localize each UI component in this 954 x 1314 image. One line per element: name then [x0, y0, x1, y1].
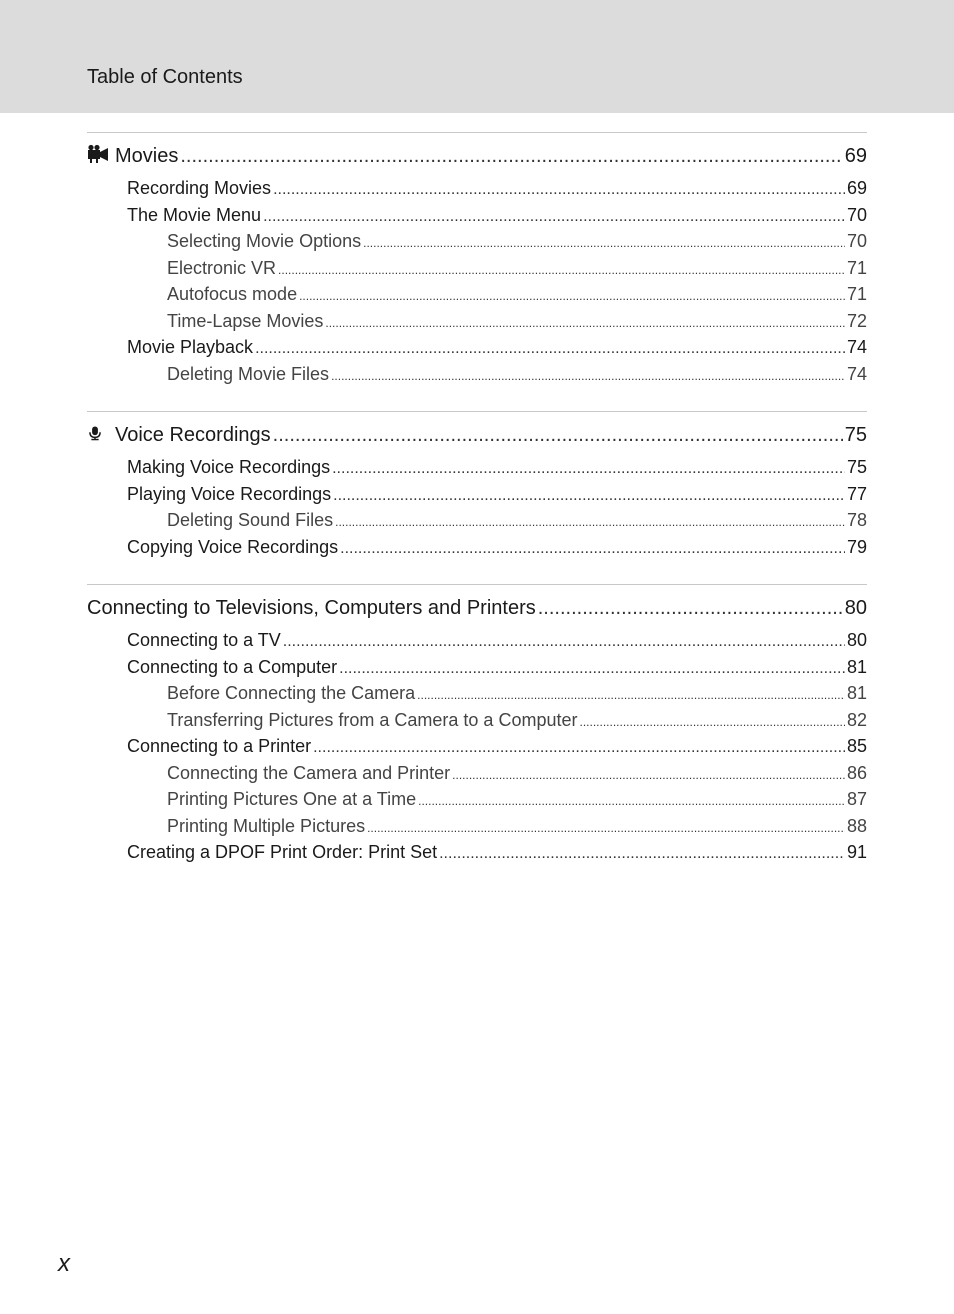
- toc-page-number: 87: [846, 789, 867, 809]
- microphone-icon: [87, 422, 109, 442]
- dot-leader: [255, 336, 845, 363]
- toc-subsection-entry[interactable]: [87, 786, 867, 813]
- toc-section-entry[interactable]: [87, 202, 867, 229]
- toc-page-number: 70: [846, 231, 867, 251]
- dot-leader: [299, 283, 845, 310]
- toc-subsection-entry[interactable]: [87, 361, 867, 388]
- toc-page-number: 80: [846, 630, 867, 650]
- toc-entry-title: Playing Voice Recordings: [127, 483, 332, 504]
- dot-leader: [418, 788, 845, 815]
- dot-leader: [538, 593, 843, 623]
- dot-leader: [363, 230, 845, 257]
- toc-page-number: 75: [846, 457, 867, 477]
- toc-chapter-title: [87, 141, 178, 171]
- dot-leader: [313, 735, 845, 762]
- toc-entry-title: Connecting to a Computer: [127, 656, 338, 677]
- toc-page-number: 74: [846, 337, 867, 357]
- toc-section-entry[interactable]: [87, 481, 867, 508]
- toc-entry-title: Autofocus mode: [167, 284, 298, 304]
- page-number: x: [58, 1250, 70, 1277]
- toc-section: [87, 411, 867, 560]
- toc-entry-title: Deleting Sound Files: [167, 510, 334, 530]
- toc-page-number: 70: [846, 204, 867, 225]
- dot-leader: [273, 420, 843, 450]
- toc-section: [87, 132, 867, 387]
- toc-section-entry[interactable]: [87, 175, 867, 202]
- toc-entry-title: Electronic VR: [167, 257, 277, 278]
- toc-chapter-label: Voice Recordings: [115, 424, 271, 446]
- toc-page-number: 81: [846, 683, 867, 703]
- toc-chapter-entry[interactable]: [87, 593, 867, 623]
- toc-section-entry[interactable]: [87, 454, 867, 481]
- toc-entry-title: The Movie Menu: [127, 204, 262, 225]
- toc-chapter-label: Connecting to Televisions, Computers and Printers: [87, 597, 536, 619]
- toc-entry-title: Before Connecting the Camera: [167, 683, 416, 703]
- toc-page-number: 69: [846, 178, 867, 198]
- toc-chapter-title: [87, 420, 271, 450]
- toc-section-entry[interactable]: [87, 654, 867, 681]
- dot-leader: [452, 762, 845, 789]
- page-header-title: Table of Contents: [87, 66, 243, 88]
- toc-page-number: 79: [846, 536, 867, 557]
- toc-section-entry[interactable]: [87, 534, 867, 561]
- toc-entry-title: Selecting Movie Options: [167, 231, 362, 251]
- toc-page-number: 86: [846, 762, 867, 783]
- toc-page-number: 91: [846, 842, 867, 862]
- toc-entry-title: Copying Voice Recordings: [127, 536, 339, 557]
- toc-section: [87, 584, 867, 866]
- toc-subsection-entry[interactable]: [87, 507, 867, 534]
- dot-leader: [180, 141, 842, 171]
- toc-subsection-entry[interactable]: [87, 228, 867, 255]
- toc-subsection-entry[interactable]: [87, 281, 867, 308]
- dot-leader: [273, 177, 845, 204]
- toc-entry-title: Connecting to a TV: [127, 630, 281, 650]
- toc-entry-title: Connecting the Camera and Printer: [167, 762, 451, 783]
- table-of-contents: [87, 132, 867, 890]
- toc-page-number: 88: [846, 815, 867, 836]
- toc-page-number: 82: [846, 709, 867, 730]
- toc-subsection-entry[interactable]: [87, 760, 867, 787]
- toc-entry-title: Movie Playback: [127, 337, 254, 357]
- toc-chapter-entry[interactable]: [87, 420, 867, 450]
- dot-leader: [439, 841, 845, 868]
- toc-chapter-entry[interactable]: [87, 141, 867, 171]
- toc-entry-title: Making Voice Recordings: [127, 457, 331, 477]
- dot-leader: [417, 682, 845, 709]
- dot-leader: [335, 509, 845, 536]
- toc-entry-title: Connecting to a Printer: [127, 736, 312, 756]
- toc-section-entry[interactable]: [87, 839, 867, 866]
- toc-subsection-entry[interactable]: [87, 707, 867, 734]
- dot-leader: [325, 310, 845, 337]
- dot-leader: [283, 629, 845, 656]
- toc-subsection-entry[interactable]: [87, 255, 867, 282]
- toc-page-number: 74: [846, 363, 867, 384]
- toc-entry-title: Printing Multiple Pictures: [167, 815, 366, 836]
- toc-page-number: 85: [846, 736, 867, 756]
- dot-leader: [278, 257, 845, 284]
- toc-page-number: 72: [846, 310, 867, 331]
- dot-leader: [367, 815, 845, 842]
- dot-leader: [263, 204, 845, 231]
- toc-entry-title: Recording Movies: [127, 178, 272, 198]
- toc-section-entry[interactable]: [87, 627, 867, 654]
- dot-leader: [579, 709, 844, 736]
- dot-leader: [331, 363, 845, 390]
- toc-page-number: 71: [846, 257, 867, 278]
- toc-page-number: 81: [846, 656, 867, 677]
- toc-page-number: 78: [846, 510, 867, 530]
- toc-entry-title: Time-Lapse Movies: [167, 310, 324, 331]
- toc-section-entry[interactable]: [87, 334, 867, 361]
- toc-entry-title: Transferring Pictures from a Camera to a Computer: [167, 709, 578, 730]
- toc-page-number: 69: [844, 145, 867, 167]
- movie-camera-icon: [87, 143, 109, 163]
- toc-section-entry[interactable]: [87, 733, 867, 760]
- dot-leader: [332, 456, 845, 483]
- toc-page-number: 71: [846, 284, 867, 304]
- dot-leader: [340, 536, 845, 563]
- toc-page-number: 75: [844, 424, 867, 446]
- toc-subsection-entry[interactable]: [87, 308, 867, 335]
- toc-page-number: 77: [846, 483, 867, 504]
- toc-chapter-title: [87, 593, 536, 623]
- toc-subsection-entry[interactable]: [87, 680, 867, 707]
- dot-leader: [339, 656, 845, 683]
- toc-chapter-label: Movies: [115, 145, 179, 167]
- header-band: [0, 0, 954, 113]
- toc-entry-title: Creating a DPOF Print Order: Print Set: [127, 842, 438, 862]
- toc-page-number: 80: [844, 597, 867, 619]
- toc-subsection-entry[interactable]: [87, 813, 867, 840]
- toc-entry-title: Deleting Movie Files: [167, 363, 330, 384]
- toc-entry-title: Printing Pictures One at a Time: [167, 789, 417, 809]
- dot-leader: [333, 483, 845, 510]
